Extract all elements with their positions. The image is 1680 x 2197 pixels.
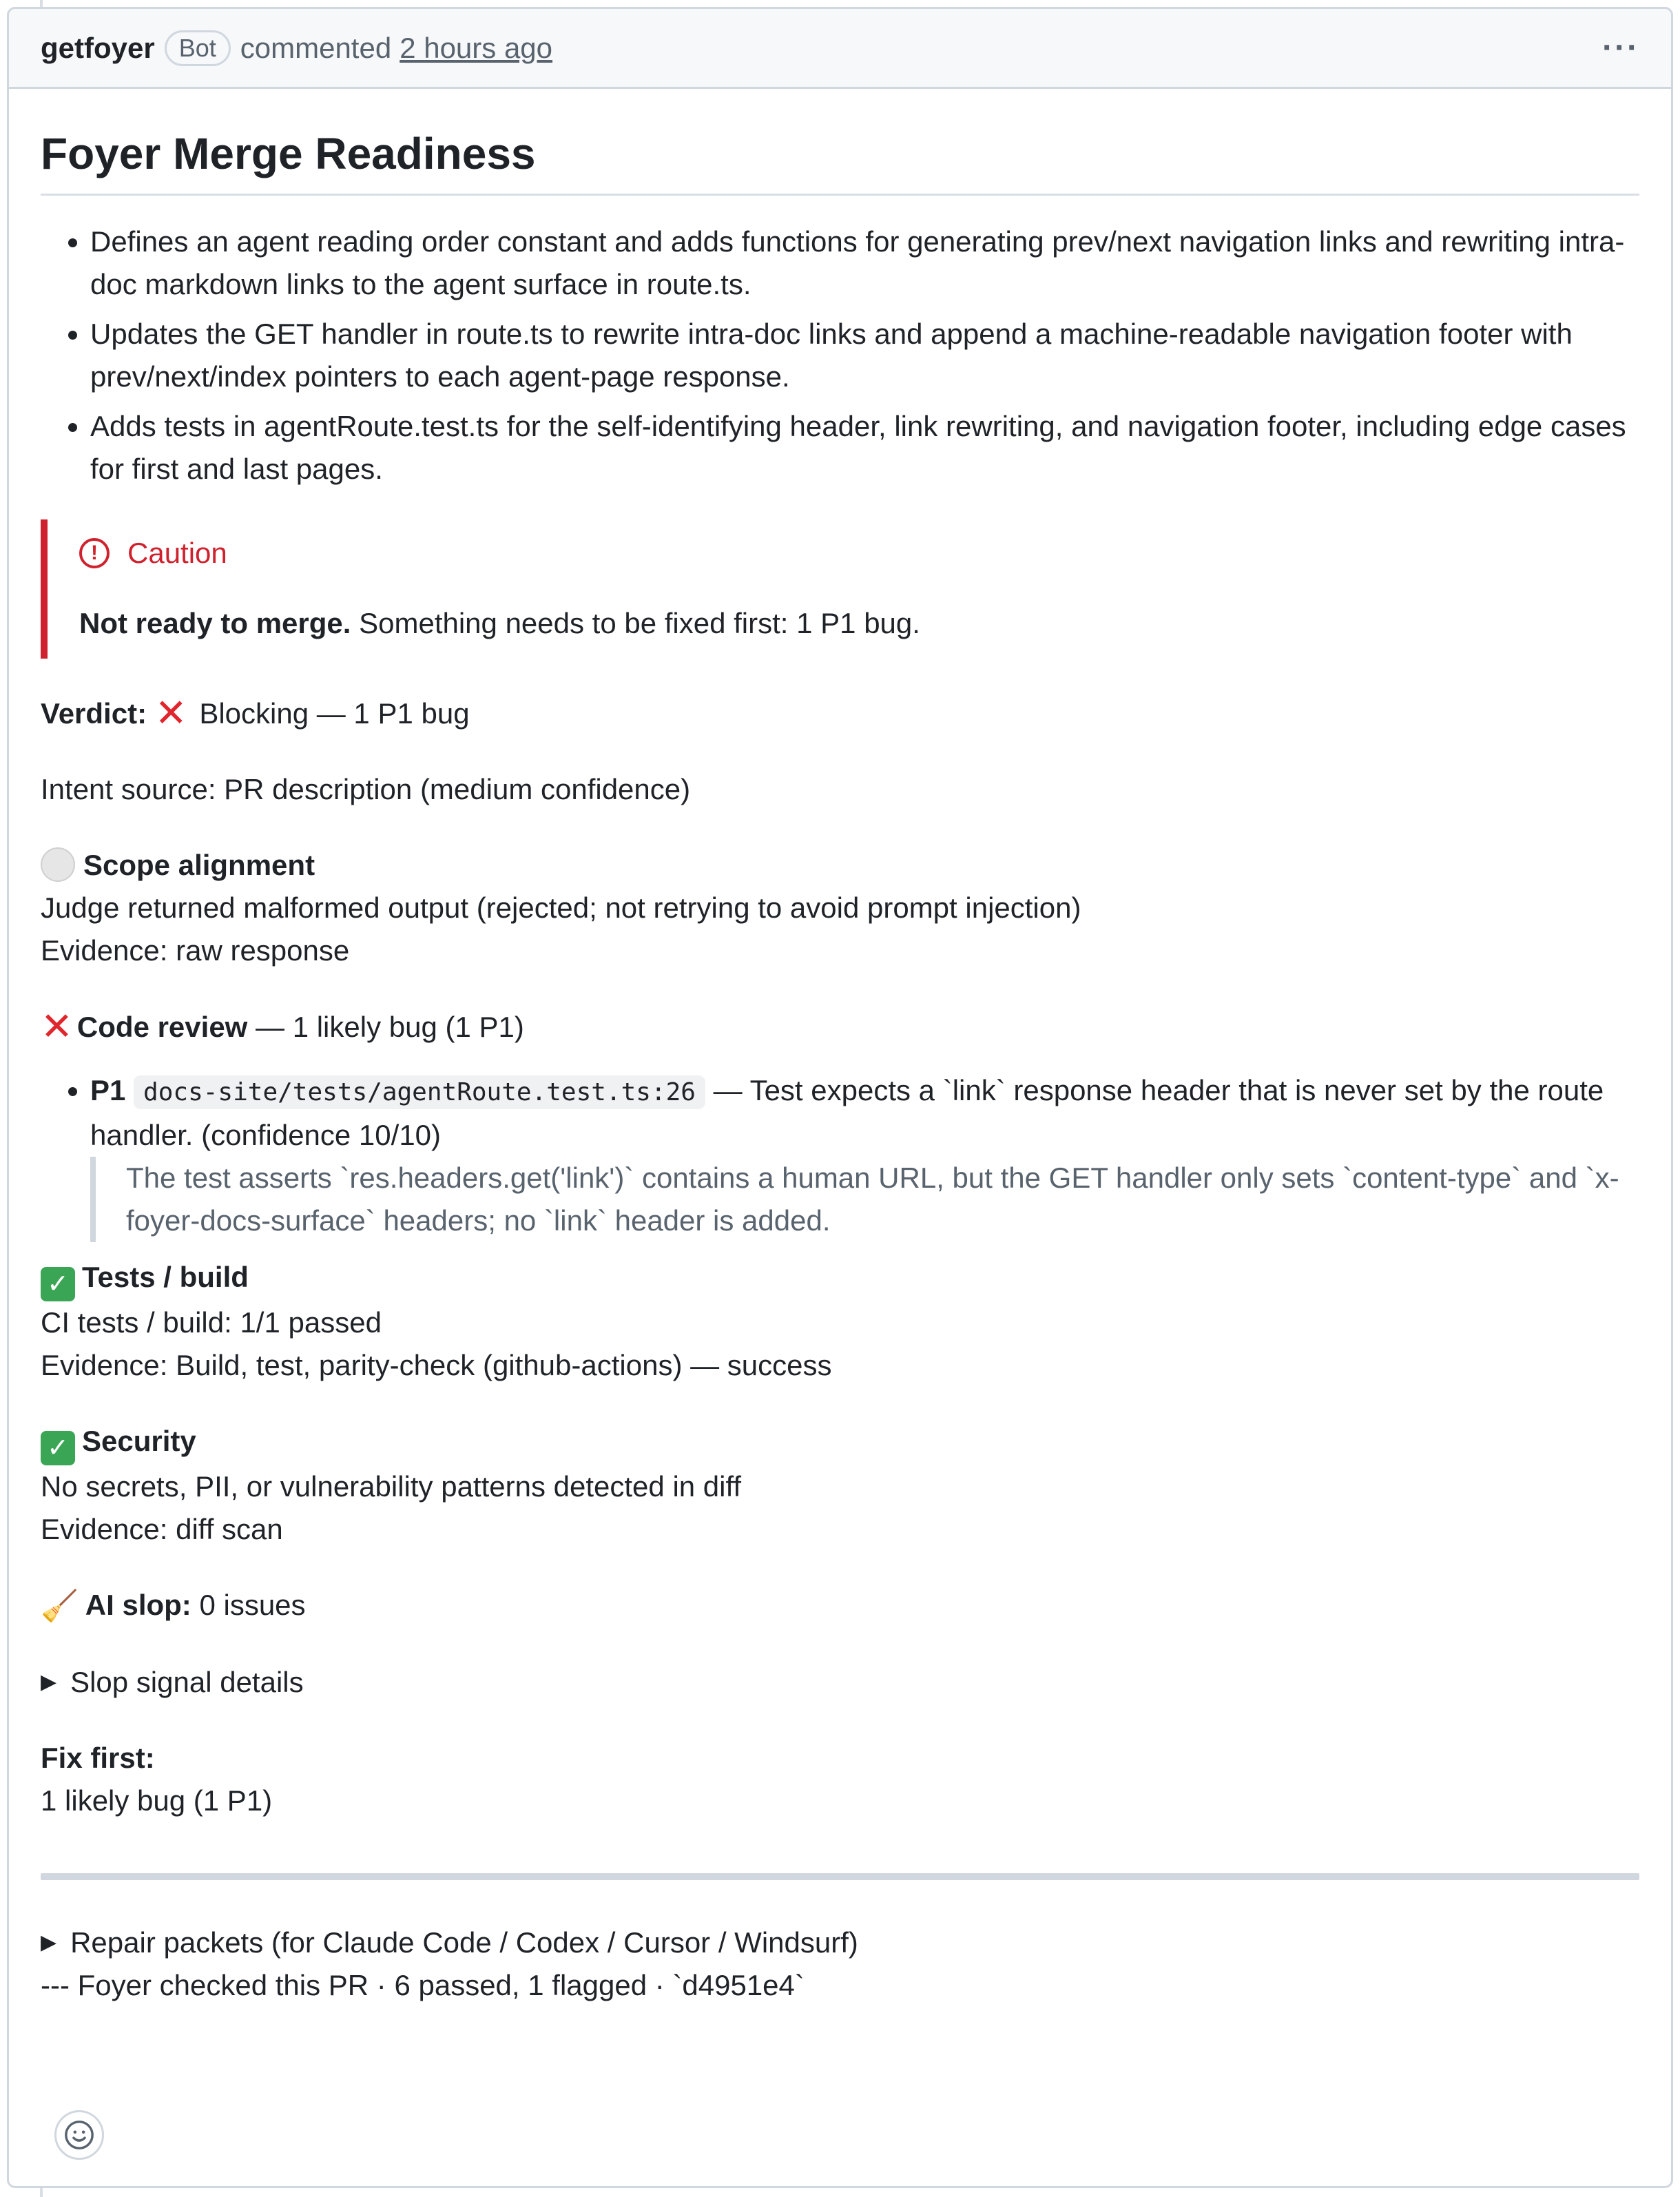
finding-path: docs-site/tests/agentRoute.test.ts:26: [134, 1075, 705, 1109]
repair-packets-label: Repair packets (for Claude Code / Codex / Cursor / Windsurf): [70, 1926, 858, 1959]
scope-title: Scope alignment: [83, 849, 315, 881]
scope-section: [41, 844, 1639, 972]
security-section: [41, 1420, 1639, 1551]
code-review-suffix: — 1 likely bug (1 P1): [256, 1011, 524, 1043]
triangle-right-icon: ▶: [41, 1671, 57, 1693]
comment-body: [9, 125, 1671, 2007]
slop-label: AI slop:: [85, 1589, 191, 1621]
summary-list: [41, 220, 1639, 491]
caution-alert: [41, 519, 1639, 659]
check-mark-icon: ✓: [41, 1267, 75, 1301]
alert-bold-text: Not ready to merge.: [79, 607, 351, 639]
comment-action-text: commented: [240, 31, 392, 64]
summary-item: • Updates the GET handler in route.ts to rewrite intra-doc links and append a machine-readable navigation footer with prev/next/index pointers to each agent-page response.: [90, 313, 1639, 398]
bot-badge: Bot: [165, 30, 231, 66]
comment-header: [9, 9, 1671, 89]
author-link[interactable]: getfoyer: [41, 31, 155, 64]
footer-line: --- Foyer checked this PR · 6 passed, 1 flagged · `d4951e4`: [41, 1969, 805, 2001]
scope-line-2: Evidence: raw response: [41, 934, 350, 967]
tests-title: Tests / build: [82, 1261, 249, 1293]
triangle-right-icon: ▶: [41, 1931, 57, 1954]
add-reaction-button[interactable]: [54, 2110, 104, 2160]
intent-line: Intent source: PR description (medium confidence): [41, 773, 691, 805]
finding-detail: The test asserts `res.headers.get('link')` contains a human URL, but the GET handler only sets `content-type` and `x-foyer-docs-surface` headers; no `link` header is added.: [90, 1157, 1639, 1242]
finding-item: [90, 1069, 1639, 1242]
security-line-2: Evidence: diff scan: [41, 1513, 283, 1545]
verdict-label: Verdict:: [41, 697, 147, 730]
white-circle-icon: [41, 847, 75, 882]
kebab-horizontal-icon[interactable]: ···: [1602, 30, 1639, 66]
comment-title: Foyer Merge Readiness: [41, 125, 1639, 196]
repair-packets-toggle[interactable]: [41, 1921, 1639, 1964]
tests-line-1: CI tests / build: 1/1 passed: [41, 1306, 382, 1339]
fix-first-text: 1 likely bug (1 P1): [41, 1784, 273, 1817]
finding-text: — Test expects a `link` response header that is never set by the route handler. (confidence 10/10): [90, 1074, 1604, 1151]
alert-title-row: [79, 532, 1639, 575]
broom-icon: 🧹: [41, 1589, 79, 1623]
security-title: Security: [82, 1425, 196, 1457]
verdict-text: Blocking — 1 P1 bug: [199, 697, 470, 730]
verdict-line: [41, 692, 1639, 735]
comment-box: [7, 7, 1673, 2188]
alert-body-text: Something needs to be fixed first: 1 P1 bug.: [359, 607, 920, 639]
check-mark-icon: ✓: [41, 1431, 75, 1465]
slop-line: [41, 1584, 1639, 1628]
timestamp-link[interactable]: 2 hours ago: [400, 31, 553, 64]
code-review-title: Code review: [76, 1011, 248, 1043]
tests-section: [41, 1256, 1639, 1387]
summary-item: • Defines an agent reading order constant and adds functions for generating prev/next navigation links and rewriting intra-doc markdown links to the agent surface in route.ts.: [90, 220, 1639, 306]
scope-line-1: Judge returned malformed output (rejected; not retrying to avoid prompt injection): [41, 891, 1081, 924]
tests-line-2: Evidence: Build, test, parity-check (github-actions) — success: [41, 1349, 832, 1381]
alert-circle-icon: !: [79, 538, 110, 568]
smiley-icon: [63, 2119, 95, 2151]
slop-value: 0 issues: [199, 1589, 306, 1621]
fix-first-label: Fix first:: [41, 1742, 155, 1774]
alert-title: Caution: [127, 537, 227, 569]
cross-mark-icon: ✕: [154, 691, 187, 734]
code-review-heading: [41, 1005, 1639, 1049]
security-line-1: No secrets, PII, or vulnerability patterns detected in diff: [41, 1470, 742, 1503]
cross-mark-icon: ✕: [41, 1004, 73, 1048]
findings-list: [41, 1069, 1639, 1242]
alert-text: [79, 602, 1639, 645]
summary-item: • Adds tests in agentRoute.test.ts for the self-identifying header, link rewriting, and navigation footer, including edge cases for first and last pages.: [90, 405, 1639, 491]
finding-priority: P1: [90, 1074, 126, 1106]
slop-details-label: Slop signal details: [70, 1666, 304, 1698]
slop-details-toggle[interactable]: [41, 1661, 1639, 1704]
fix-first-section: [41, 1737, 1639, 1822]
horizontal-rule: [41, 1873, 1639, 1880]
